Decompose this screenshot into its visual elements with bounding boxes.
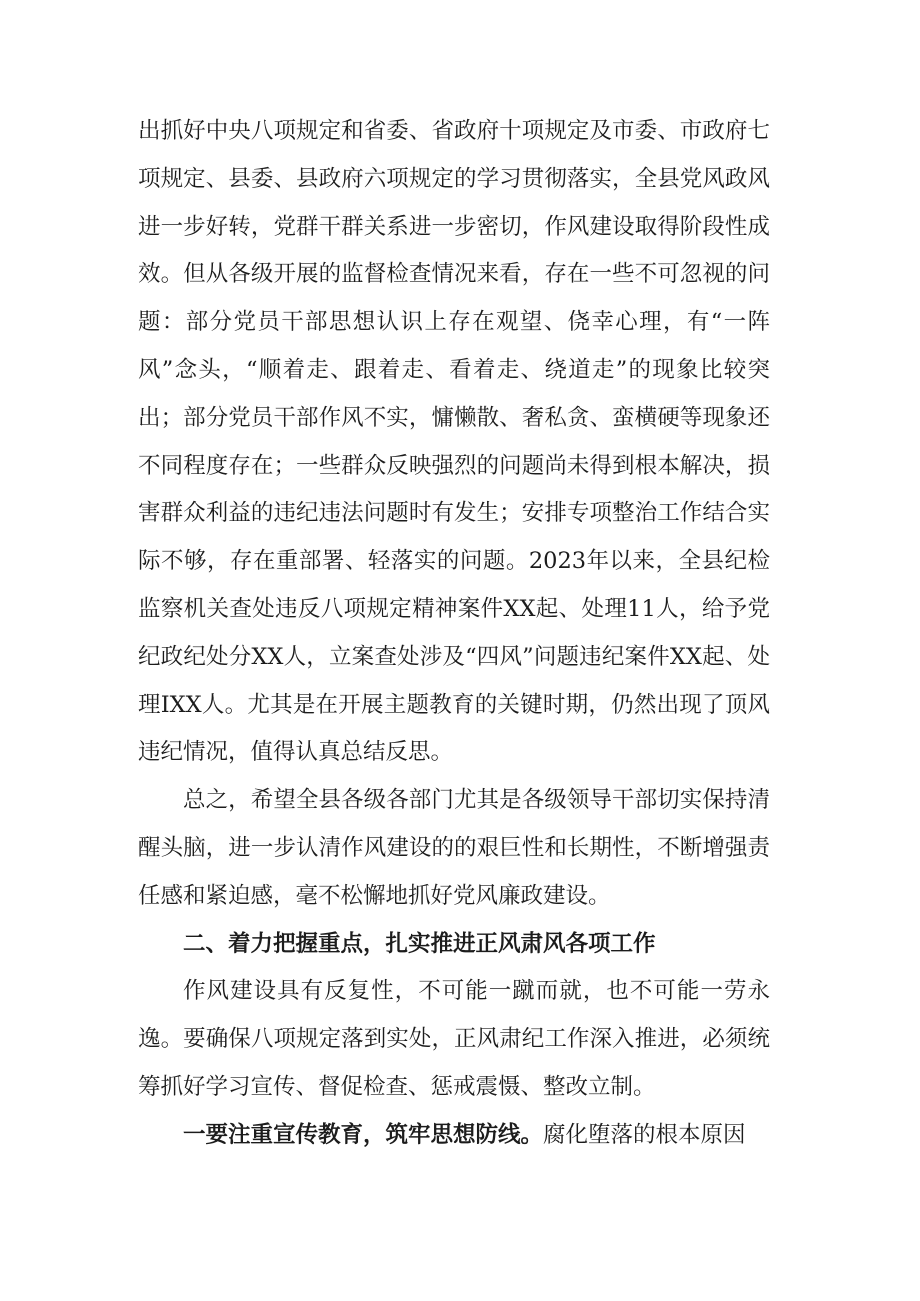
document-body	[138, 108, 770, 1160]
point-one-text: 腐化堕落的根本原因	[543, 1121, 746, 1148]
paragraph-point-one	[138, 1112, 770, 1160]
paragraph-continued: 出抓好中央八项规定和省委、省政府十项规定及市委、市政府七项规定、县委、县政府六项规定的学习贯彻落实，全县党风政风进一步好转，党群干群关系进一步密切，作风建设取得阶段性成效。但从各级开展的监督检查情况来看，存在一些不可忽视的问题：部分党员干部思想认识上存在观望、侥幸心理，有“一阵风”念头，“顺着走、跟着走、看着走、绕道走”的现象比较突出；部分党员干部作风不实，慵懒散、奢私贪、蛮横硬等现象还不同程度存在；一些群众反映强烈的问题尚未得到根本解决，损害群众利益的违纪违法问题时有发生；安排专项整治工作结合实际不够，存在重部署、轻落实的问题。2023年以来，全县纪检监察机关查处违反八项规定精神案件XX起、处理11人，给予党纪政纪处分XX人，立案查处涉及“四风”问题违纪案件XX起、处理IXX人。尤其是在开展主题教育的关键时期，仍然出现了顶风违纪情况，值得认真总结反思。	[138, 118, 770, 766]
paragraph-summary: 总之，希望全县各级各部门尤其是各级领导干部切实保持清醒头脑，进一步认清作风建设的的艰巨性和长期性，不断增强责任感和紧迫感，毫不松懈地抓好党风廉政建设。	[138, 787, 770, 909]
paragraph-intro: 作风建设具有反复性，不可能一蹴而就，也不可能一劳永逸。要确保八项规定落到实处，正风肃纪工作深入推进，必须统筹抓好学习宣传、督促检查、惩戒震慑、整改立制。	[138, 978, 770, 1100]
point-one-lead: 一要注重宣传教育，筑牢思想防线。	[183, 1121, 544, 1148]
section-heading: 二、着力把握重点，扎实推进正风肃风各项工作	[183, 930, 656, 957]
